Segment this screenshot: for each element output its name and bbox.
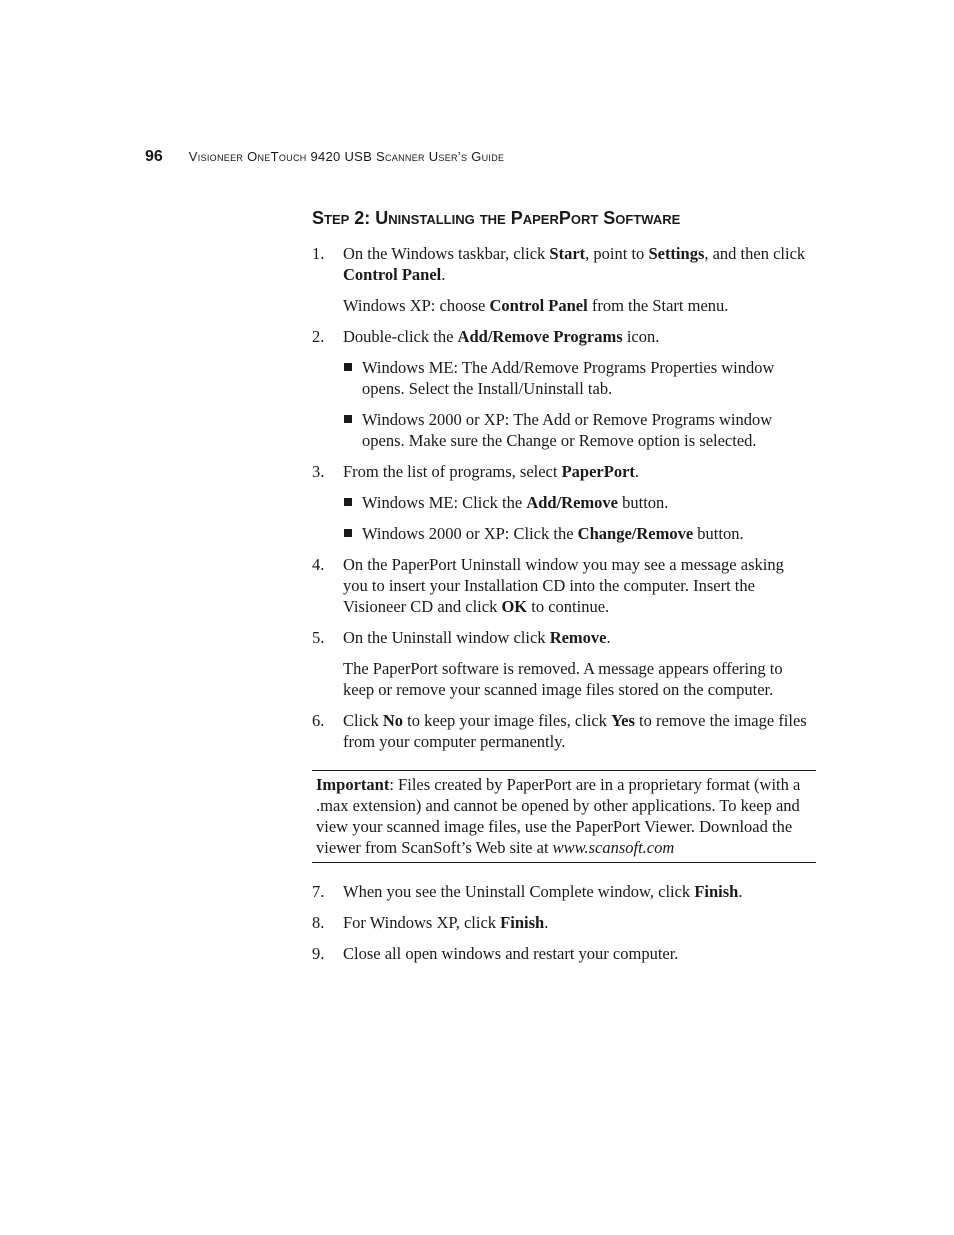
- ui-term: Add/Remove: [526, 493, 618, 512]
- bullet-text: button.: [618, 493, 669, 512]
- important-label: Important: [316, 775, 390, 794]
- important-note: [312, 770, 816, 863]
- step-text: .: [738, 882, 743, 901]
- step-text: When you see the Uninstall Complete window, click: [343, 882, 695, 901]
- step-text: From the list of programs, select: [343, 462, 562, 481]
- step-text: .: [544, 913, 549, 932]
- step-text: .: [441, 265, 446, 284]
- step-number: 1.: [312, 244, 325, 263]
- step-number: 9.: [312, 944, 325, 963]
- ui-term: Finish: [500, 913, 545, 932]
- step-text: On the Windows taskbar, click: [343, 244, 550, 263]
- section-title: Step 2: Uninstalling the PaperPort Software: [312, 208, 681, 228]
- ui-term: OK: [501, 597, 528, 616]
- ui-term: Finish: [694, 882, 739, 901]
- step-text: Click: [343, 711, 383, 730]
- note-text: from the Start menu.: [587, 296, 729, 315]
- step-1: [312, 243, 812, 285]
- bullet-item: [343, 357, 812, 399]
- step-number: 8.: [312, 913, 325, 932]
- bullet-text: Windows 2000 or XP: The Add or Remove Programs window opens. Make sure the Change or Remove option is selected.: [362, 410, 773, 450]
- step-text: Close all open windows and restart your computer.: [343, 944, 679, 963]
- ui-term: Remove: [549, 628, 607, 647]
- step-number: 6.: [312, 711, 325, 730]
- bullet-item: [343, 409, 812, 451]
- bullet-item: [343, 523, 812, 544]
- main-content: [312, 208, 812, 974]
- bullet-text: Windows ME: Click the: [362, 493, 527, 512]
- bullet-text: button.: [693, 524, 744, 543]
- step-text: For Windows XP, click: [343, 913, 501, 932]
- step-8: [312, 912, 812, 933]
- step-number: 4.: [312, 555, 325, 574]
- step-7: [312, 881, 812, 902]
- step-note: [343, 295, 812, 316]
- page-number: 96: [145, 148, 163, 165]
- ui-term: Add/Remove Programs: [457, 327, 623, 346]
- step-5: [312, 627, 812, 648]
- ui-term: Control Panel: [489, 296, 588, 315]
- step-text: .: [606, 628, 611, 647]
- step-number: 3.: [312, 462, 325, 481]
- bullet-square-icon: [344, 415, 352, 423]
- step-number: 5.: [312, 628, 325, 647]
- step-text: to remove the image files from your computer permanently.: [343, 711, 807, 751]
- step-text: icon.: [622, 327, 660, 346]
- step-3: [312, 461, 812, 482]
- step-text: to continue.: [527, 597, 610, 616]
- step-note: The PaperPort software is removed. A message appears offering to keep or remove your scanned image files stored on the computer.: [343, 659, 783, 699]
- website-url: www.scansoft.com: [552, 838, 675, 857]
- page-header: [145, 147, 504, 167]
- ui-term: Control Panel: [343, 265, 442, 284]
- important-text: : Files created by PaperPort are in a proprietary format (with a .max extension) and cannot be opened by other applications. To keep and view your scanned image files, use the PaperPort Viewer. Download the viewer from ScanSoft’s Web site at: [316, 775, 801, 857]
- step-text: On the Uninstall window click: [343, 628, 550, 647]
- step-9: [312, 943, 812, 964]
- ui-term: Settings: [648, 244, 705, 263]
- bullet-square-icon: [344, 498, 352, 506]
- running-title: Visioneer OneTouch 9420 USB Scanner User’s Guide: [188, 149, 505, 164]
- step-text: , and then click: [704, 244, 806, 263]
- bullet-item: [343, 492, 812, 513]
- note-text: Windows XP: choose: [343, 296, 490, 315]
- bullet-text: Windows ME: The Add/Remove Programs Properties window opens. Select the Install/Uninstall tab.: [362, 358, 775, 398]
- ui-term: Yes: [611, 711, 635, 730]
- step-text: Double-click the: [343, 327, 458, 346]
- step-4: [312, 554, 812, 617]
- bullet-square-icon: [344, 529, 352, 537]
- step-number: 7.: [312, 882, 325, 901]
- step-text: to keep your image files, click: [403, 711, 612, 730]
- bullet-square-icon: [344, 363, 352, 371]
- ui-term: PaperPort: [561, 462, 635, 481]
- step-6: [312, 710, 812, 752]
- step-number: 2.: [312, 327, 325, 346]
- ui-term: Start: [549, 244, 586, 263]
- ui-term: Change/Remove: [577, 524, 694, 543]
- step-text: On the PaperPort Uninstall window you may see a message asking you to insert your Installation CD into the computer. Insert the Visioneer CD and click: [343, 555, 784, 616]
- step-text: .: [634, 462, 640, 481]
- bullet-text: Windows 2000 or XP: Click the: [362, 524, 578, 543]
- ui-term: No: [382, 711, 404, 730]
- step-text: , point to: [585, 244, 649, 263]
- step-2: [312, 326, 812, 347]
